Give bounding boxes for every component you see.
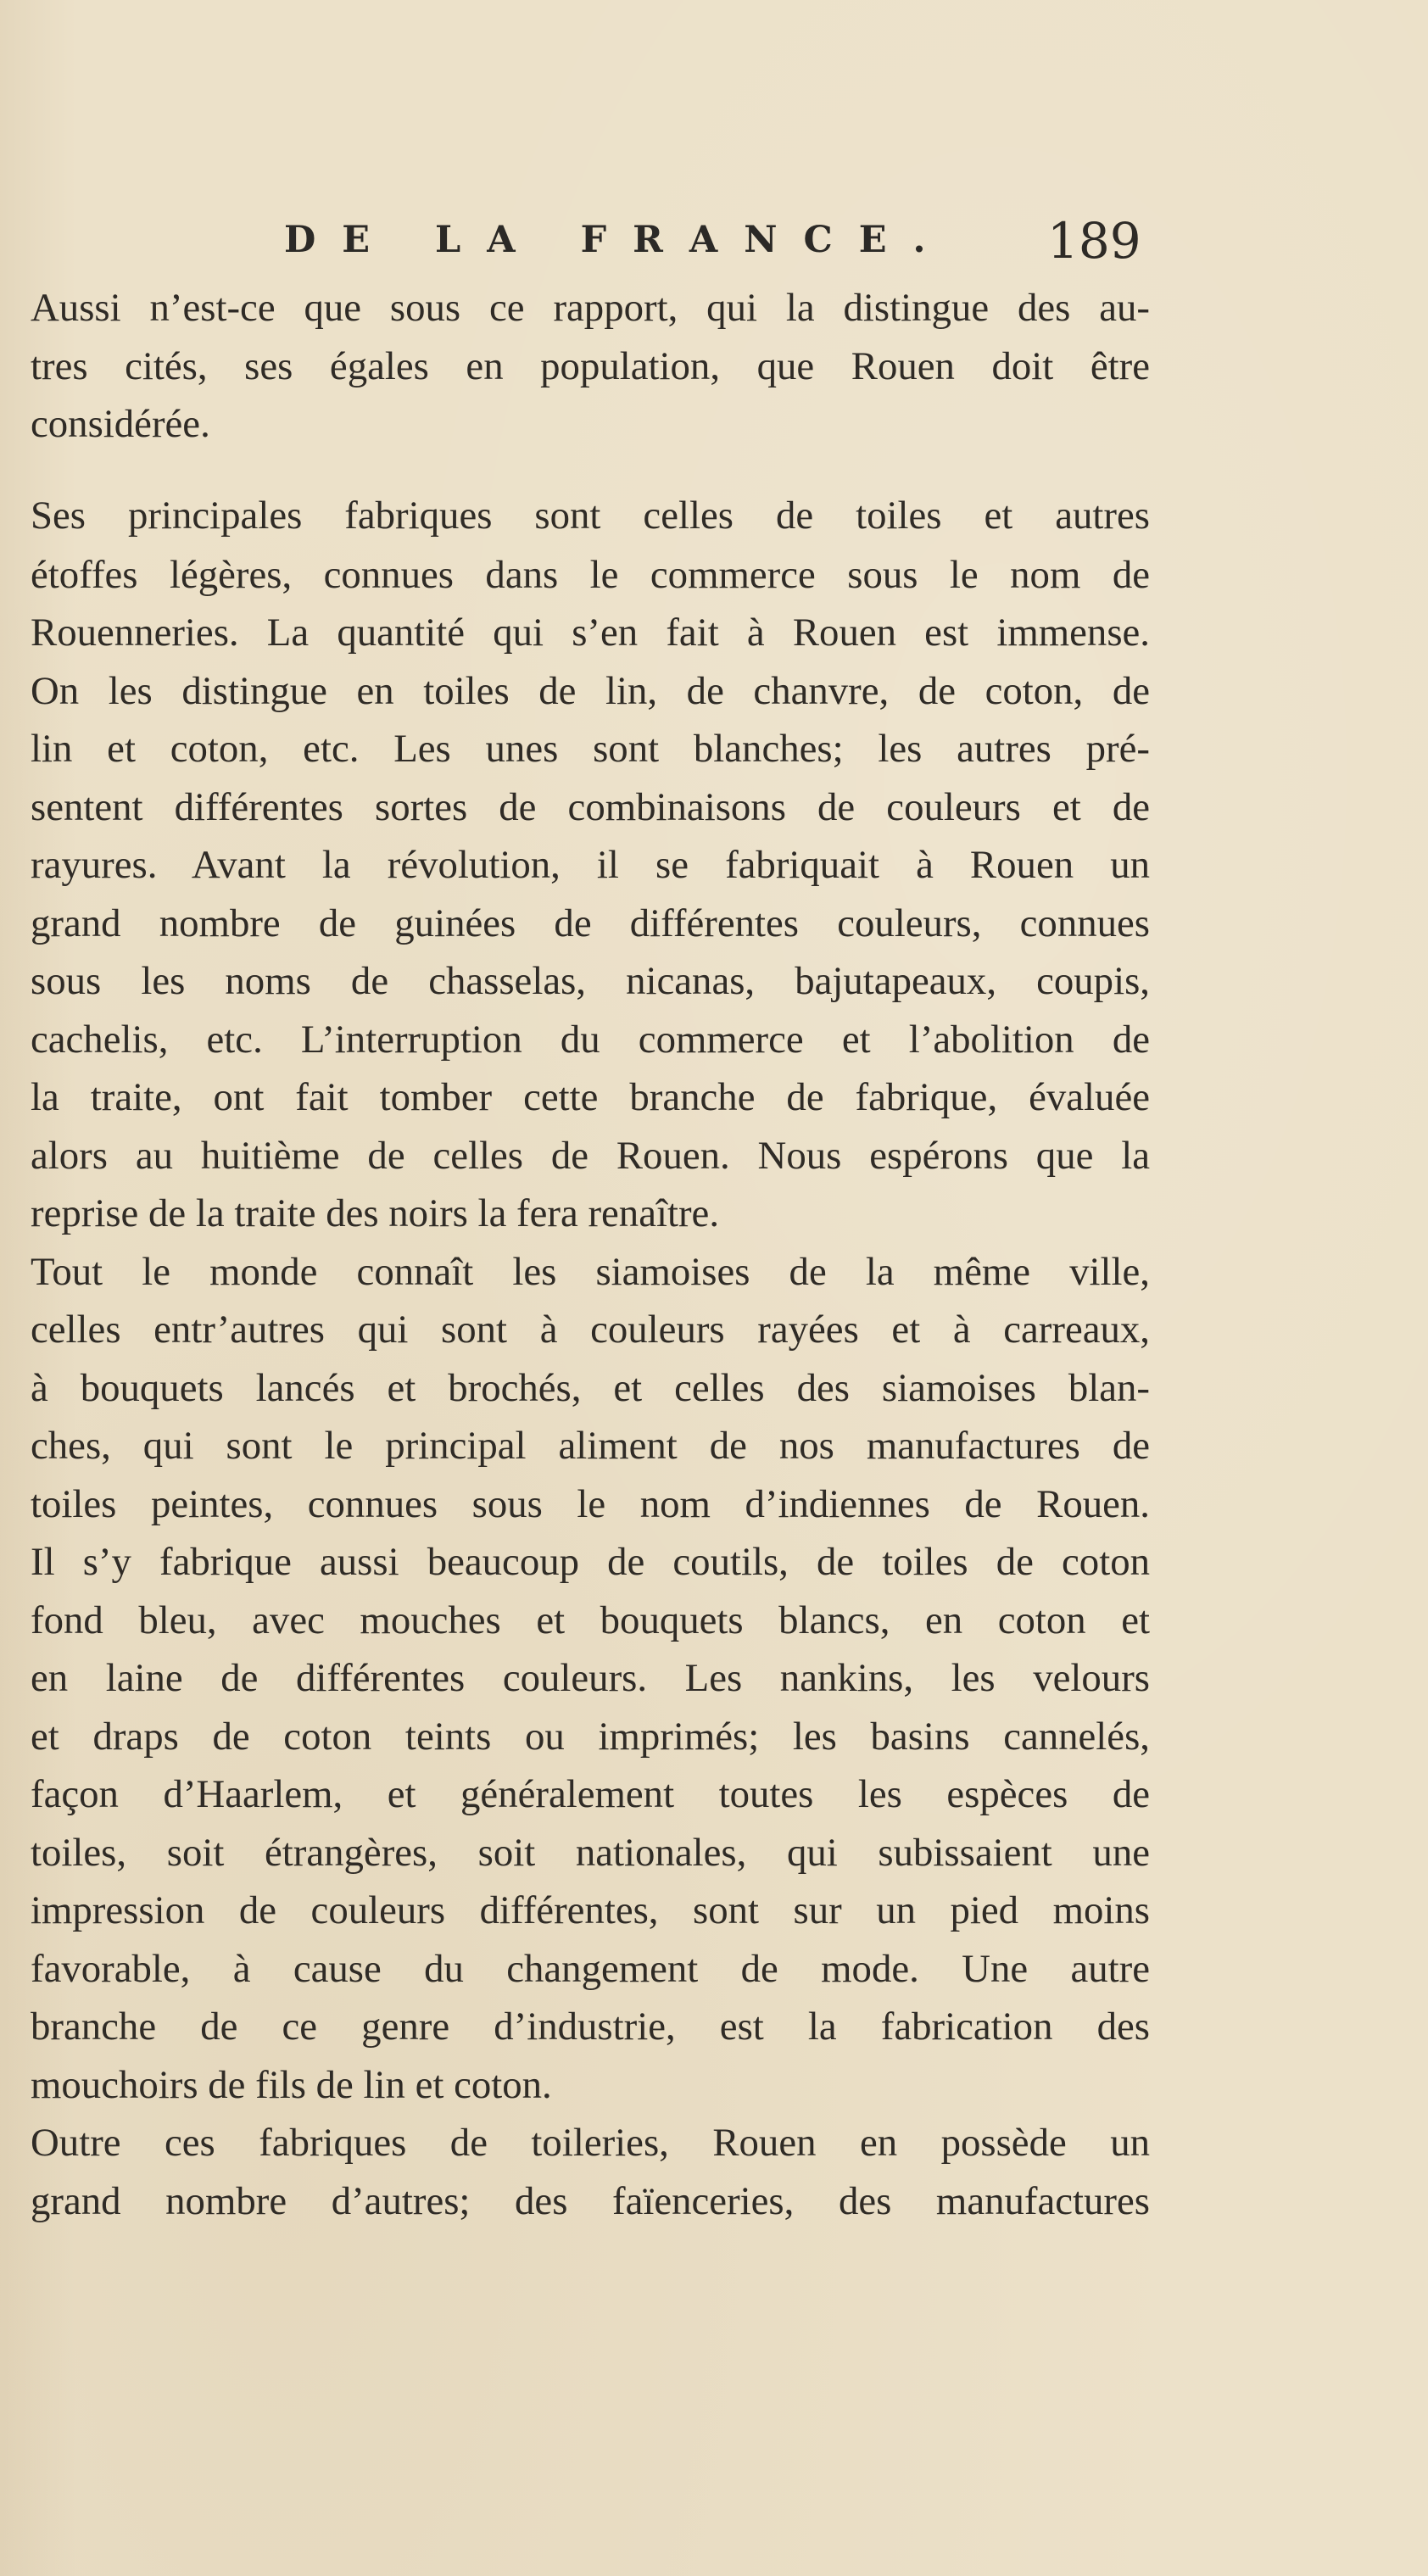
text-line: fond bleu, avec mouches et bouquets blancs, en coton et: [31, 1598, 1150, 1642]
text-line: branche de ce genre d’industrie, est la fabrication des: [31, 2004, 1150, 2049]
text-line: reprise de la traite des noirs la fera renaître.: [31, 1191, 720, 1235]
text-line: sentent différentes sortes de combinaisons de couleurs et de: [31, 785, 1150, 829]
text-line: considérée.: [31, 402, 210, 446]
text-line: ches, qui sont le principal aliment de nos manufactures de: [31, 1424, 1150, 1468]
text-line: celles entr’autres qui sont à couleurs rayées et à carreaux,: [31, 1308, 1150, 1352]
text-line: et draps de coton teints ou imprimés; les basins cannelés,: [31, 1715, 1150, 1759]
text-line: Ses principales fabriques sont celles de toiles et autres: [31, 493, 1150, 538]
text-line: alors au huitième de celles de Rouen. Nous espérons que la: [31, 1134, 1150, 1178]
text-line: tres cités, ses égales en population, que Rouen doit être: [31, 344, 1150, 388]
text-line: grand nombre d’autres; des faïenceries, des manufactures: [31, 2179, 1150, 2223]
text-line: lin et coton, etc. Les unes sont blanches; les autres pré-: [31, 727, 1150, 771]
running-head: DE LA FRANCE.: [284, 219, 952, 261]
text-line: Aussi n’est-ce que sous ce rapport, qui la distingue des au-: [31, 286, 1150, 330]
text-line: mouchoirs de fils de lin et coton.: [31, 2063, 552, 2107]
text-line: impression de couleurs différentes, sont sur un pied moins: [31, 1888, 1150, 1932]
text-line: étoffes légères, connues dans le commerce sous le nom de: [31, 553, 1150, 597]
text-line: On les distingue en toiles de lin, de chanvre, de coton, de: [31, 669, 1150, 713]
text-line: toiles, soit étrangères, soit nationales, qui subissaient une: [31, 1831, 1150, 1875]
text-line: favorable, à cause du changement de mode. Une autre: [31, 1947, 1150, 1991]
text-line: à bouquets lancés et brochés, et celles des siamoises blan-: [31, 1366, 1150, 1410]
page-number: 189: [1047, 212, 1141, 270]
text-line: grand nombre de guinées de différentes couleurs, connues: [31, 901, 1150, 945]
text-line: Tout le monde connaît les siamoises de la même ville,: [31, 1250, 1150, 1294]
text-line: Outre ces fabriques de toileries, Rouen en possède un: [31, 2121, 1150, 2165]
text-line: sous les noms de chasselas, nicanas, bajutapeaux, coupis,: [31, 959, 1150, 1003]
text-line: façon d’Haarlem, et généralement toutes les espèces de: [31, 1772, 1150, 1816]
text-line: rayures. Avant la révolution, il se fabriquait à Rouen un: [31, 843, 1150, 887]
text-line: toiles peintes, connues sous le nom d’indiennes de Rouen.: [31, 1482, 1150, 1526]
text-line: la traite, ont fait tomber cette branche de fabrique, évaluée: [31, 1075, 1150, 1119]
text-line: Rouenneries. La quantité qui s’en fait à Rouen est immense.: [31, 611, 1150, 655]
text-line: cachelis, etc. L’interruption du commerce et l’abolition de: [31, 1018, 1150, 1062]
text-line: Il s’y fabrique aussi beaucoup de coutils, de toiles de coton: [31, 1540, 1150, 1584]
text-line: en laine de différentes couleurs. Les nankins, les velours: [31, 1656, 1150, 1700]
